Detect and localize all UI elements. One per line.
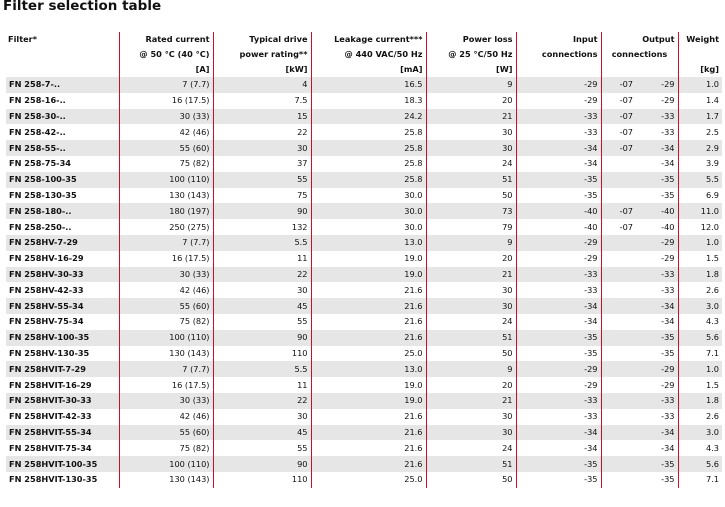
- output-connection-b-cell: -34: [636, 314, 678, 330]
- header-drive-power-2: power rating**: [213, 47, 311, 62]
- drive-power-cell: 90: [213, 330, 311, 346]
- rated-current-cell: 130 (143): [119, 472, 213, 488]
- filter-name-cell: FN 258HV-30-33: [6, 267, 119, 283]
- header-weight-unit: [kg]: [700, 64, 719, 74]
- rated-current-cell: 100 (110): [119, 456, 213, 472]
- weight-cell: 7.1: [705, 347, 719, 358]
- header-power-loss-2: @ 25 °C/50 Hz: [426, 47, 516, 62]
- table-row: [6, 456, 722, 472]
- output-connection-a-cell: -07: [619, 221, 633, 232]
- leakage-current-cell: 25.8: [311, 140, 426, 156]
- output-connection-a-cell: [601, 282, 636, 298]
- header-rated-current-unit: [A]: [119, 62, 213, 77]
- drive-power-cell: 55: [213, 314, 311, 330]
- header-drive-power-1: Typical drive: [213, 32, 311, 47]
- power-loss-cell: 24: [426, 156, 516, 172]
- weight-cell: 2.5: [705, 126, 719, 137]
- output-connection-b-cell: -33: [636, 409, 678, 425]
- input-connection-cell: -40: [516, 203, 601, 219]
- drive-power-cell: 55: [213, 440, 311, 456]
- power-loss-cell: 79: [426, 219, 516, 235]
- table-row: [6, 267, 722, 283]
- table-header: [6, 32, 722, 77]
- leakage-current-cell: 19.0: [311, 267, 426, 283]
- table-row: [6, 172, 722, 188]
- leakage-current-cell: 25.8: [311, 124, 426, 140]
- leakage-current-cell: 30.0: [311, 188, 426, 204]
- power-loss-cell: 30: [426, 124, 516, 140]
- drive-power-cell: 22: [213, 393, 311, 409]
- input-connection-cell: -29: [516, 93, 601, 109]
- filter-name-cell: FN 258-100-35: [6, 172, 119, 188]
- leakage-current-cell: 25.8: [311, 156, 426, 172]
- output-connection-a-cell: [601, 172, 636, 188]
- header-filter-blank: [6, 47, 119, 62]
- filter-name-cell: FN 258-7-..: [6, 77, 119, 93]
- output-connection-b-cell: -34: [636, 440, 678, 456]
- drive-power-cell: 30: [213, 282, 311, 298]
- weight-cell: 5.6: [678, 456, 722, 472]
- filter-name-cell: FN 258HVIT-130-35: [6, 472, 119, 488]
- weight-cell: 3.0: [678, 298, 722, 314]
- leakage-current-cell: 30.0: [311, 203, 426, 219]
- output-connection-a-cell: [601, 330, 636, 346]
- power-loss-cell: 21: [426, 109, 516, 125]
- output-connection-a-cell: -07: [601, 77, 636, 93]
- leakage-current-cell: 21.6: [311, 456, 426, 472]
- output-connection-a-cell: [601, 346, 636, 362]
- table-row: [6, 330, 722, 346]
- header-rated-current-2: @ 50 °C (40 °C): [119, 47, 213, 62]
- power-loss-cell: 50: [426, 188, 516, 204]
- output-connection-b-cell: -29: [636, 377, 678, 393]
- table-row: [6, 377, 722, 393]
- output-connection-b-cell: -29: [636, 361, 678, 377]
- weight-cell: 3.0: [678, 425, 722, 441]
- input-connection-cell: -34: [516, 425, 601, 441]
- table-row: [6, 93, 722, 109]
- input-connection-cell: -40: [516, 219, 601, 235]
- rated-current-cell: 30 (33): [119, 267, 213, 283]
- rated-current-cell: 42 (46): [119, 409, 213, 425]
- header-input-1: Input: [516, 32, 601, 47]
- drive-power-cell: 45: [213, 298, 311, 314]
- power-loss-cell: 50: [426, 346, 516, 362]
- table-row: [6, 77, 722, 93]
- power-loss-cell: 30: [426, 140, 516, 156]
- input-connection-cell: -35: [516, 330, 601, 346]
- table-row: [6, 140, 722, 156]
- rated-current-cell: 7 (7.7): [119, 235, 213, 251]
- rated-current-cell: 75 (82): [119, 314, 213, 330]
- drive-power-cell: 75: [213, 188, 311, 204]
- output-connection-b-cell: -35: [636, 172, 678, 188]
- output-connection-a-cell: [601, 298, 636, 314]
- drive-power-cell: 7.5: [213, 93, 311, 109]
- filter-name-cell: FN 258HVIT-30-33: [6, 393, 119, 409]
- input-connection-cell: -29: [516, 361, 601, 377]
- power-loss-cell: 30: [426, 298, 516, 314]
- header-filter: Filter*: [6, 32, 119, 47]
- weight-cell: 3.9: [705, 158, 719, 169]
- weight-cell: 1.5: [705, 253, 719, 264]
- input-connection-cell: -35: [516, 456, 601, 472]
- table-row: [6, 440, 722, 456]
- weight-cell: 2.9: [678, 140, 722, 156]
- rated-current-cell: 100 (110): [119, 330, 213, 346]
- leakage-current-cell: 18.3: [311, 93, 426, 109]
- output-connection-b-cell: -34: [636, 140, 678, 156]
- leakage-current-cell: 21.6: [311, 440, 426, 456]
- output-connection-a-cell: [601, 251, 636, 267]
- weight-cell: 5.5: [678, 172, 722, 188]
- output-connection-a-cell: [601, 235, 636, 251]
- leakage-current-cell: 21.6: [311, 409, 426, 425]
- drive-power-cell: 45: [213, 425, 311, 441]
- table-row: [6, 361, 722, 377]
- input-connection-cell: -35: [516, 188, 601, 204]
- leakage-current-cell: 25.0: [311, 346, 426, 362]
- weight-cell: 1.5: [705, 379, 719, 390]
- input-connection-cell: -29: [516, 377, 601, 393]
- rated-current-cell: 75 (82): [119, 156, 213, 172]
- output-connection-b-cell: -35: [636, 188, 678, 204]
- drive-power-cell: 30: [213, 140, 311, 156]
- leakage-current-cell: 21.6: [311, 425, 426, 441]
- drive-power-cell: 110: [213, 472, 311, 488]
- power-loss-cell: 9: [426, 235, 516, 251]
- leakage-current-cell: 21.6: [311, 314, 426, 330]
- rated-current-cell: 55 (60): [119, 298, 213, 314]
- rated-current-cell: 16 (17.5): [119, 93, 213, 109]
- filter-name-cell: FN 258HVIT-100-35: [6, 456, 119, 472]
- output-connection-b-cell: -35: [636, 330, 678, 346]
- input-connection-cell: -34: [516, 314, 601, 330]
- rated-current-cell: 130 (143): [119, 346, 213, 362]
- power-loss-cell: 21: [426, 267, 516, 283]
- leakage-current-cell: 25.0: [311, 472, 426, 488]
- rated-current-cell: 42 (46): [119, 282, 213, 298]
- rated-current-cell: 130 (143): [119, 188, 213, 204]
- rated-current-cell: 180 (197): [119, 203, 213, 219]
- output-connection-b-cell: -33: [636, 393, 678, 409]
- power-loss-cell: 9: [426, 77, 516, 93]
- rated-current-cell: 55 (60): [119, 140, 213, 156]
- output-connection-a-cell: [601, 188, 636, 204]
- weight-cell: 1.8: [678, 267, 722, 283]
- power-loss-cell: 24: [426, 314, 516, 330]
- output-connection-a-cell: [601, 361, 636, 377]
- leakage-current-cell: 21.6: [311, 282, 426, 298]
- rated-current-cell: 55 (60): [119, 425, 213, 441]
- weight-cell: 4.3: [705, 316, 719, 327]
- weight-cell: 5.6: [678, 330, 722, 346]
- page-title: Filter selection table: [3, 0, 162, 14]
- table-row: [6, 314, 722, 330]
- filter-name-cell: FN 258HV-16-29: [6, 251, 119, 267]
- output-connection-b-cell: -29: [636, 251, 678, 267]
- leakage-current-cell: 21.6: [311, 298, 426, 314]
- header-weight-blank: [678, 47, 722, 62]
- input-connection-cell: -35: [516, 346, 601, 362]
- table-row: [6, 188, 722, 204]
- rated-current-cell: 250 (275): [119, 219, 213, 235]
- input-connection-cell: -29: [516, 77, 601, 93]
- power-loss-cell: 30: [426, 282, 516, 298]
- drive-power-cell: 11: [213, 377, 311, 393]
- power-loss-cell: 20: [426, 93, 516, 109]
- input-connection-cell: -35: [516, 172, 601, 188]
- output-connection-a-cell: [601, 425, 636, 441]
- output-connection-a-cell: [601, 472, 636, 488]
- output-connection-b-cell: -35: [636, 472, 678, 488]
- drive-power-cell: 22: [213, 267, 311, 283]
- output-connection-a-cell: -07: [601, 109, 636, 125]
- table-row: [6, 124, 722, 140]
- output-connection-b-cell: -34: [636, 156, 678, 172]
- filter-name-cell: FN 258HVIT-7-29: [6, 361, 119, 377]
- weight-cell: 1.0: [678, 361, 722, 377]
- output-connection-a-cell: [601, 409, 636, 425]
- filter-name-cell: FN 258-250-..: [6, 219, 119, 235]
- rated-current-cell: 100 (110): [119, 172, 213, 188]
- header-output-blank: [601, 62, 678, 77]
- output-connection-b-cell: -29: [636, 235, 678, 251]
- header-leakage-2: @ 440 VAC/50 Hz: [311, 47, 426, 62]
- table-row: [6, 109, 722, 125]
- leakage-current-cell: 13.0: [311, 361, 426, 377]
- rated-current-cell: 30 (33): [119, 393, 213, 409]
- table-row: [6, 219, 722, 235]
- header-weight-1: Weight: [686, 34, 719, 44]
- weight-cell: 1.0: [678, 77, 722, 93]
- leakage-current-cell: 19.0: [311, 393, 426, 409]
- weight-cell: 1.4: [705, 95, 719, 106]
- rated-current-cell: 30 (33): [119, 109, 213, 125]
- weight-cell: 2.6: [705, 284, 719, 295]
- table-row: [6, 298, 722, 314]
- filter-name-cell: FN 258-130-35: [6, 188, 119, 204]
- output-connection-b-cell: -33: [636, 282, 678, 298]
- drive-power-cell: 55: [213, 172, 311, 188]
- drive-power-cell: 90: [213, 456, 311, 472]
- power-loss-cell: 21: [426, 393, 516, 409]
- header-power-loss-unit: [W]: [426, 62, 516, 77]
- table-row: [6, 235, 722, 251]
- output-connection-a-cell: [601, 440, 636, 456]
- drive-power-cell: 11: [213, 251, 311, 267]
- drive-power-cell: 110: [213, 346, 311, 362]
- output-connection-b-cell: -33: [636, 267, 678, 283]
- header-leakage-unit: [mA]: [311, 62, 426, 77]
- power-loss-cell: 20: [426, 377, 516, 393]
- output-connection-b-cell: -29: [636, 93, 678, 109]
- header-row-1: [6, 32, 722, 47]
- filter-selection-table: [6, 32, 722, 488]
- power-loss-cell: 50: [426, 472, 516, 488]
- power-loss-cell: 51: [426, 172, 516, 188]
- power-loss-cell: 20: [426, 251, 516, 267]
- power-loss-cell: 51: [426, 456, 516, 472]
- output-connection-b-cell: -29: [636, 77, 678, 93]
- leakage-current-cell: 25.8: [311, 172, 426, 188]
- header-power-loss-1: Power loss: [426, 32, 516, 47]
- header-leakage-1: Leakage current***: [311, 32, 426, 47]
- leakage-current-cell: 13.0: [311, 235, 426, 251]
- output-connection-a-cell: -07: [601, 203, 636, 219]
- filter-name-cell: FN 258HVIT-55-34: [6, 425, 119, 441]
- filter-name-cell: FN 258-55-..: [6, 140, 119, 156]
- table-row: [6, 203, 722, 219]
- output-connection-b-cell: -40: [636, 219, 678, 235]
- output-connection-a-cell: [601, 267, 636, 283]
- weight-cell: 11.0: [678, 203, 722, 219]
- weight-cell: 4.3: [705, 442, 719, 453]
- drive-power-cell: 5.5: [213, 361, 311, 377]
- output-connection-b-cell: -34: [636, 298, 678, 314]
- input-connection-cell: -35: [516, 472, 601, 488]
- drive-power-cell: 132: [213, 219, 311, 235]
- weight-cell: 1.0: [678, 235, 722, 251]
- power-loss-cell: 30: [426, 409, 516, 425]
- output-connection-a-cell: -07: [619, 95, 633, 106]
- filter-name-cell: FN 258-16-..: [6, 93, 119, 109]
- header-input-blank: [516, 62, 601, 77]
- filter-name-cell: FN 258HV-42-33: [6, 282, 119, 298]
- weight-cell: 1.7: [678, 109, 722, 125]
- input-connection-cell: -29: [516, 235, 601, 251]
- weight-cell: 12.0: [700, 221, 719, 232]
- table-row: [6, 251, 722, 267]
- header-input-2: connections: [516, 47, 601, 62]
- rated-current-cell: 7 (7.7): [119, 361, 213, 377]
- table-row: [6, 425, 722, 441]
- drive-power-cell: 15: [213, 109, 311, 125]
- header-output-1: Output: [601, 32, 678, 47]
- filter-name-cell: FN 258-30-..: [6, 109, 119, 125]
- header-row-3: [6, 62, 722, 77]
- drive-power-cell: 37: [213, 156, 311, 172]
- drive-power-cell: 30: [213, 409, 311, 425]
- filter-name-cell: FN 258-180-..: [6, 203, 119, 219]
- power-loss-cell: 51: [426, 330, 516, 346]
- weight-cell: 2.6: [705, 411, 719, 422]
- input-connection-cell: -33: [516, 409, 601, 425]
- weight-cell: 7.1: [705, 474, 719, 485]
- output-connection-a-cell: [601, 156, 636, 172]
- header-filter-blank-2: [6, 62, 119, 77]
- table-row: [6, 282, 722, 298]
- input-connection-cell: -33: [516, 393, 601, 409]
- rated-current-cell: 42 (46): [119, 124, 213, 140]
- input-connection-cell: -33: [516, 109, 601, 125]
- output-connection-a-cell: -07: [601, 140, 636, 156]
- filter-name-cell: FN 258HVIT-42-33: [6, 409, 119, 425]
- output-connection-b-cell: -33: [636, 124, 678, 140]
- table-row: [6, 472, 722, 488]
- output-connection-b-cell: -35: [636, 456, 678, 472]
- output-connection-b-cell: -34: [636, 425, 678, 441]
- filter-name-cell: FN 258HVIT-16-29: [6, 377, 119, 393]
- leakage-current-cell: 16.5: [311, 77, 426, 93]
- filter-name-cell: FN 258HV-130-35: [6, 346, 119, 362]
- input-connection-cell: -34: [516, 298, 601, 314]
- weight-cell: 6.9: [705, 189, 719, 200]
- leakage-current-cell: 30.0: [311, 219, 426, 235]
- power-loss-cell: 73: [426, 203, 516, 219]
- output-connection-b-cell: -33: [636, 109, 678, 125]
- power-loss-cell: 9: [426, 361, 516, 377]
- table-row: [6, 346, 722, 362]
- output-connection-a-cell: -07: [619, 126, 633, 137]
- output-connection-b-cell: -35: [636, 346, 678, 362]
- power-loss-cell: 24: [426, 440, 516, 456]
- header-output-2: connections: [601, 47, 678, 62]
- output-connection-a-cell: [601, 393, 636, 409]
- header-drive-power-unit: [kW]: [213, 62, 311, 77]
- input-connection-cell: -29: [516, 251, 601, 267]
- rated-current-cell: 7 (7.7): [119, 77, 213, 93]
- drive-power-cell: 4: [213, 77, 311, 93]
- table-row: [6, 393, 722, 409]
- input-connection-cell: -33: [516, 267, 601, 283]
- filter-name-cell: FN 258HVIT-75-34: [6, 440, 119, 456]
- input-connection-cell: -34: [516, 440, 601, 456]
- rated-current-cell: 16 (17.5): [119, 377, 213, 393]
- table-row: [6, 156, 722, 172]
- leakage-current-cell: 24.2: [311, 109, 426, 125]
- leakage-current-cell: 19.0: [311, 251, 426, 267]
- rated-current-cell: 75 (82): [119, 440, 213, 456]
- output-connection-a-cell: [601, 377, 636, 393]
- input-connection-cell: -34: [516, 156, 601, 172]
- leakage-current-cell: 21.6: [311, 330, 426, 346]
- filter-name-cell: FN 258-42-..: [6, 124, 119, 140]
- filter-name-cell: FN 258HV-75-34: [6, 314, 119, 330]
- header-rated-current-1: Rated current: [119, 32, 213, 47]
- drive-power-cell: 90: [213, 203, 311, 219]
- output-connection-a-cell: [601, 456, 636, 472]
- input-connection-cell: -33: [516, 124, 601, 140]
- output-connection-a-cell: [601, 314, 636, 330]
- drive-power-cell: 22: [213, 124, 311, 140]
- table-body: [6, 77, 722, 488]
- input-connection-cell: -34: [516, 140, 601, 156]
- output-connection-b-cell: -40: [636, 203, 678, 219]
- drive-power-cell: 5.5: [213, 235, 311, 251]
- weight-cell: 1.8: [678, 393, 722, 409]
- table-row: [6, 409, 722, 425]
- filter-name-cell: FN 258HV-7-29: [6, 235, 119, 251]
- leakage-current-cell: 19.0: [311, 377, 426, 393]
- power-loss-cell: 30: [426, 425, 516, 441]
- header-row-2: [6, 47, 722, 62]
- filter-name-cell: FN 258-75-34: [6, 156, 119, 172]
- rated-current-cell: 16 (17.5): [119, 251, 213, 267]
- filter-name-cell: FN 258HV-55-34: [6, 298, 119, 314]
- input-connection-cell: -33: [516, 282, 601, 298]
- filter-name-cell: FN 258HV-100-35: [6, 330, 119, 346]
